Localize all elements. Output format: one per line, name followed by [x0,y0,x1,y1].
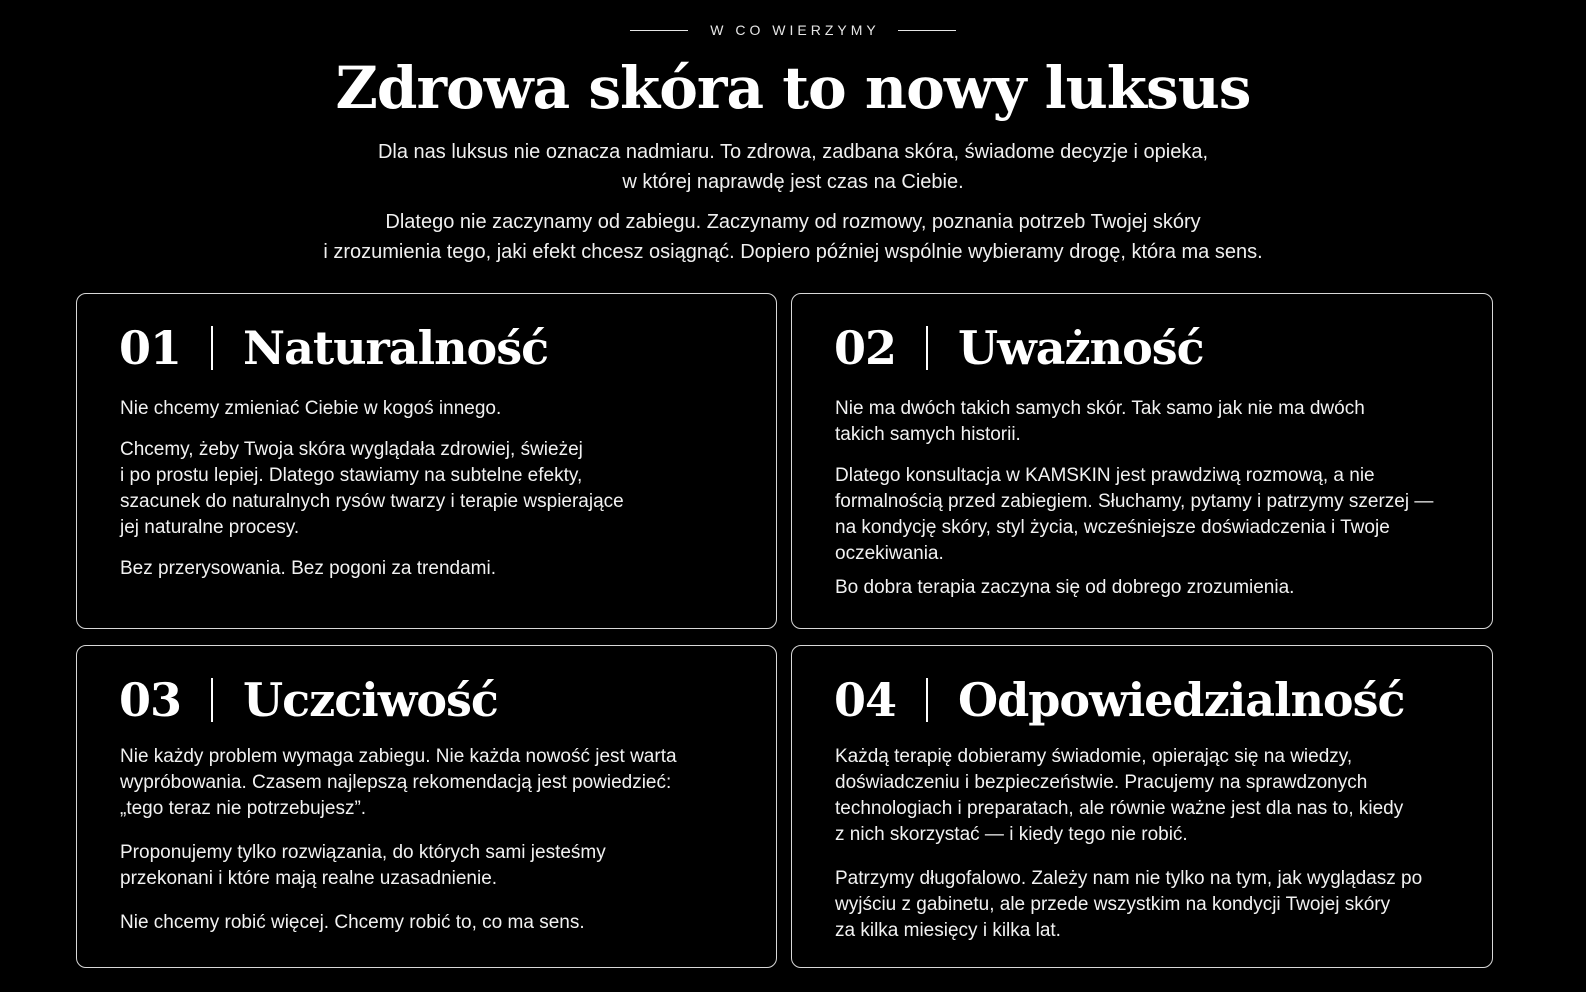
card-paragraph [120,556,758,582]
card-line: takich samych historii. [835,424,1021,445]
page-title: Zdrowa skóra to nowy luksus [335,54,1251,122]
card-line: Nie ma dwóch takich samych skór. Tak samo jak nie ma dwóch [835,398,1365,419]
card-line: oczekiwania. [835,543,944,564]
intro-paragraph-1 [0,137,1586,197]
card-paragraph [835,396,1474,448]
card-line: Chcemy, żeby Twoja skóra wyglądała zdrowiej, świeżej [120,439,583,460]
card-line: i po prostu lepiej. Dlatego stawiamy na subtelne efekty, [120,465,583,486]
card-heading: Uważność [958,321,1204,375]
card-number: 01 [119,321,182,375]
card-number: 04 [834,673,897,727]
value-card-uczciwosc [76,645,777,968]
value-card-odpowiedzialnosc [791,645,1493,968]
card-title [834,668,1405,732]
card-line: z nich skorzystać — i kiedy tego nie robić. [835,824,1188,845]
card-title-divider [926,326,928,370]
card-heading: Naturalność [243,321,549,375]
card-title [119,668,498,732]
card-body [120,396,758,597]
card-line: „tego teraz nie potrzebujesz”. [120,798,367,819]
eyebrow-line-right [898,30,956,31]
card-title-divider [211,326,213,370]
value-card-uwaznosc [791,293,1493,629]
intro-line: Dlatego nie zaczynamy od zabiegu. Zaczynamy od rozmowy, poznania potrzeb Twojej skóry [385,211,1201,233]
card-paragraph [120,396,758,422]
card-title-divider [211,678,213,722]
card-paragraph [835,744,1474,848]
value-card-naturalnosc [76,293,777,629]
card-line: technologiach i preparatach, ale równie ważne jest dla nas to, kiedy [835,798,1404,819]
intro-paragraph-2 [0,207,1586,267]
intro-line: Dla nas luksus nie oznacza nadmiaru. To zdrowa, zadbana skóra, świadome decyzje i opieka, [377,141,1209,163]
card-heading: Uczciwość [243,673,498,727]
card-line: doświadczeniu i bezpieczeństwie. Pracujemy na sprawdzonych [835,772,1368,793]
card-heading: Odpowiedzialność [958,673,1405,727]
card-paragraph [120,744,758,822]
intro-line: i zrozumienia tego, jaki efekt chcesz osiągnąć. Dopiero później wspólnie wybieramy drogę, która ma sens. [323,241,1263,263]
intro-line: w której naprawdę jest czas na Ciebie. [622,171,964,193]
card-paragraph [120,910,758,936]
card-line: za kilka miesięcy i kilka lat. [835,920,1061,941]
card-paragraph [835,866,1474,944]
card-line: jej naturalne procesy. [120,517,300,538]
card-line: Proponujemy tylko rozwiązania, do których sami jesteśmy [120,842,606,863]
card-line: Nie chcemy robić więcej. Chcemy robić to, co ma sens. [120,912,585,933]
card-number: 02 [834,321,897,375]
card-paragraph [835,463,1474,567]
card-number: 03 [119,673,182,727]
card-line: przekonani i które mają realne uzasadnienie. [120,868,498,889]
card-paragraph [120,840,758,892]
card-line: szacunek do naturalnych rysów twarzy i terapie wspierające [120,491,624,512]
card-line: Każdą terapię dobieramy świadomie, opierając się na wiedzy, [835,746,1353,767]
card-body [120,744,758,954]
eyebrow [0,22,1586,38]
card-line: na kondycję skóry, styl życia, wcześniejsze doświadczenia i Twoje [835,517,1390,538]
eyebrow-line-left [630,30,688,31]
eyebrow-text: W CO WIERZYMY [710,22,880,38]
card-line: wypróbowania. Czasem najlepszą rekomendacją jest powiedzieć: [120,772,672,793]
card-body [835,744,1474,962]
card-paragraph [120,437,758,541]
card-line: Nie chcemy zmieniać Ciebie w kogoś innego. [120,398,502,419]
card-line: Dlatego konsultacja w KAMSKIN jest prawdziwą rozmową, a nie [835,465,1375,486]
card-line: formalnością przed zabiegiem. Słuchamy, pytamy i patrzymy szerzej — [835,491,1434,512]
card-line: wyjściu z gabinetu, ale przede wszystkim na kondycji Twojej skóry [835,894,1391,915]
card-line: Patrzymy długofalowo. Zależy nam nie tylko na tym, jak wyglądasz po [835,868,1423,889]
card-title-divider [926,678,928,722]
card-body [835,396,1474,616]
card-paragraph [835,575,1474,601]
card-line: Bez przerysowania. Bez pogoni za trendami. [120,558,496,579]
card-line: Bo dobra terapia zaczyna się od dobrego zrozumienia. [835,577,1295,598]
card-title [119,316,548,380]
card-line: Nie każdy problem wymaga zabiegu. Nie każda nowość jest warta [120,746,677,767]
card-title [834,316,1204,380]
